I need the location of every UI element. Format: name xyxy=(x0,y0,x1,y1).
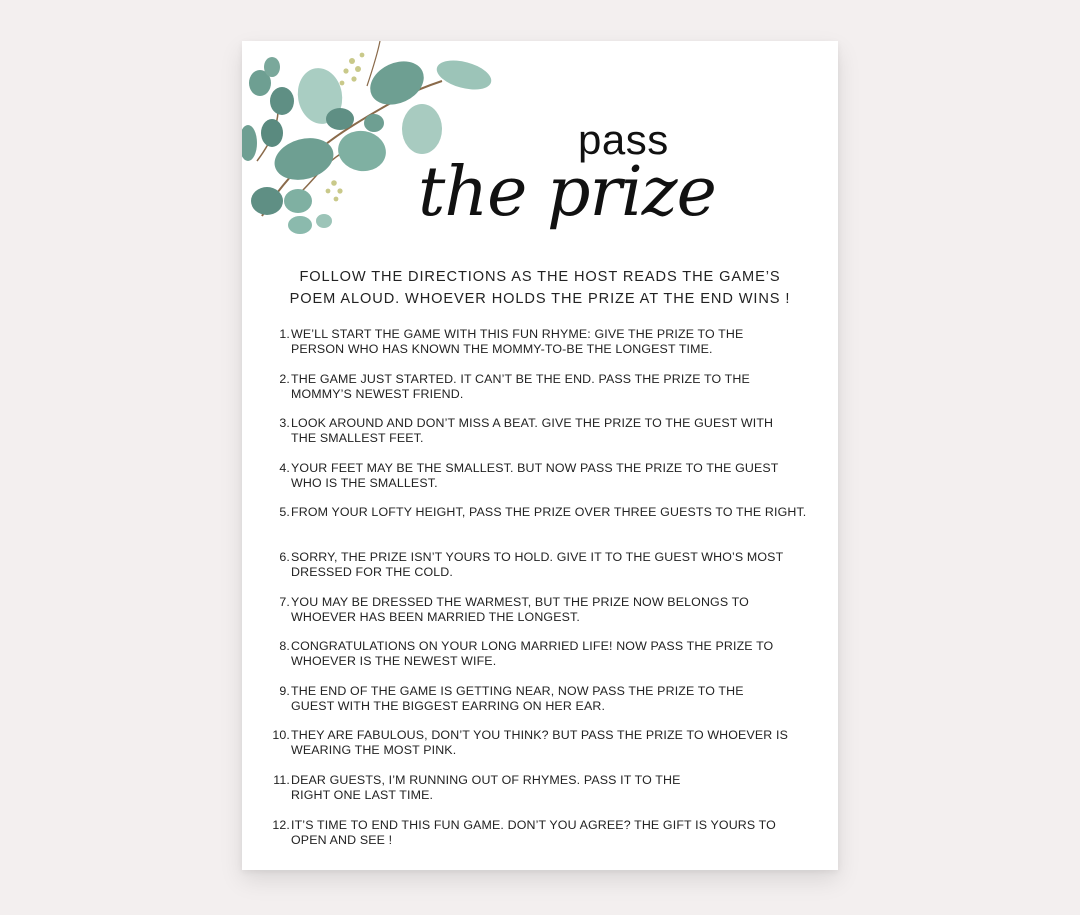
step-text xyxy=(291,461,822,506)
step-line: YOU MAY BE DRESSED THE WARMEST, BUT THE PRIZE NOW BELONGS TO xyxy=(291,594,749,609)
step-line: GUEST WITH THE BIGGEST EARRING ON HER EAR. xyxy=(291,698,606,713)
step-text xyxy=(291,416,822,461)
step-line: WHOEVER IS THE NEWEST WIFE. xyxy=(291,654,497,669)
step-number: 3. xyxy=(279,416,290,431)
list-item xyxy=(262,773,822,818)
list-item xyxy=(262,327,822,372)
step-line: PERSON WHO HAS KNOWN THE MOMMY-TO-BE THE LONGEST TIME. xyxy=(291,342,713,356)
list-item xyxy=(262,639,822,684)
poem-steps-list xyxy=(262,327,822,862)
title-the-prize: the prize xyxy=(418,153,716,232)
step-line: THEY ARE FABULOUS, DON’T YOU THINK? BUT PASS THE PRIZE TO WHOEVER IS xyxy=(291,728,788,743)
step-text xyxy=(291,550,822,595)
list-item xyxy=(262,505,822,550)
step-text xyxy=(291,639,822,684)
step-number: 2. xyxy=(279,371,290,386)
step-number: 5. xyxy=(279,505,290,520)
step-number: 7. xyxy=(279,594,290,609)
step-line: IT’S TIME TO END THIS FUN GAME. DON’T YOU AGREE? THE GIFT IS YOURS TO xyxy=(291,817,776,832)
step-line: THE END OF THE GAME IS GETTING NEAR, NOW PASS THE PRIZE TO THE xyxy=(291,683,744,698)
step-line: CONGRATULATIONS ON YOUR LONG MARRIED LIFE! NOW PASS THE PRIZE TO xyxy=(291,639,774,654)
list-item xyxy=(262,595,822,640)
step-text xyxy=(291,773,822,818)
instructions-line-1: FOLLOW THE DIRECTIONS AS THE HOST READS THE GAME’S xyxy=(299,269,781,285)
instructions-line-2: POEM ALOUD. WHOEVER HOLDS THE PRIZE AT THE END WINS ! xyxy=(289,291,791,307)
list-item xyxy=(262,550,822,595)
step-number: 6. xyxy=(279,549,290,564)
list-item xyxy=(262,684,822,729)
list-item xyxy=(262,728,822,773)
step-line: SORRY, THE PRIZE ISN’T YOURS TO HOLD. GIVE IT TO THE GUEST WHO’S MOST xyxy=(291,549,784,564)
step-text xyxy=(291,595,822,640)
step-text xyxy=(291,505,822,550)
step-number: 1. xyxy=(279,327,290,341)
step-line: RIGHT ONE LAST TIME. xyxy=(291,787,434,802)
step-number: 4. xyxy=(279,460,290,475)
step-text xyxy=(291,818,822,863)
step-line: THE SMALLEST FEET. xyxy=(291,431,424,446)
list-item xyxy=(262,372,822,417)
step-text xyxy=(291,728,822,773)
step-text xyxy=(291,327,822,372)
step-line: THE GAME JUST STARTED. IT CAN’T BE THE END. PASS THE PRIZE TO THE xyxy=(291,371,750,386)
step-number: 12. xyxy=(272,817,290,832)
step-number: 11. xyxy=(273,772,290,787)
step-text xyxy=(291,372,822,417)
step-line: FROM YOUR LOFTY HEIGHT, PASS THE PRIZE OVER THREE GUESTS TO THE RIGHT. xyxy=(291,505,807,520)
step-line: DRESSED FOR THE COLD. xyxy=(291,564,453,579)
step-text xyxy=(291,684,822,729)
step-line: DEAR GUESTS, I’M RUNNING OUT OF RHYMES. PASS IT TO THE xyxy=(291,772,681,787)
list-item xyxy=(262,416,822,461)
instructions xyxy=(242,266,838,310)
step-number: 8. xyxy=(279,639,290,654)
step-line: WEARING THE MOST PINK. xyxy=(291,743,457,758)
step-line: LOOK AROUND AND DON’T MISS A BEAT. GIVE THE PRIZE TO THE GUEST WITH xyxy=(291,416,774,431)
step-line: OPEN AND SEE ! xyxy=(291,832,393,847)
step-line: MOMMY’S NEWEST FRIEND. xyxy=(291,386,464,401)
game-card xyxy=(242,41,838,870)
step-number: 9. xyxy=(279,683,290,698)
step-line: WHOEVER HAS BEEN MARRIED THE LONGEST. xyxy=(291,609,580,624)
list-item xyxy=(262,818,822,863)
title-pass: pass xyxy=(578,116,669,163)
list-item xyxy=(262,461,822,506)
step-line: YOUR FEET MAY BE THE SMALLEST. BUT NOW PASS THE PRIZE TO THE GUEST xyxy=(291,460,779,475)
step-line: WHO IS THE SMALLEST. xyxy=(291,475,438,490)
step-number: 10. xyxy=(272,728,290,743)
step-line: WE’LL START THE GAME WITH THIS FUN RHYME: GIVE THE PRIZE TO THE xyxy=(291,327,744,341)
